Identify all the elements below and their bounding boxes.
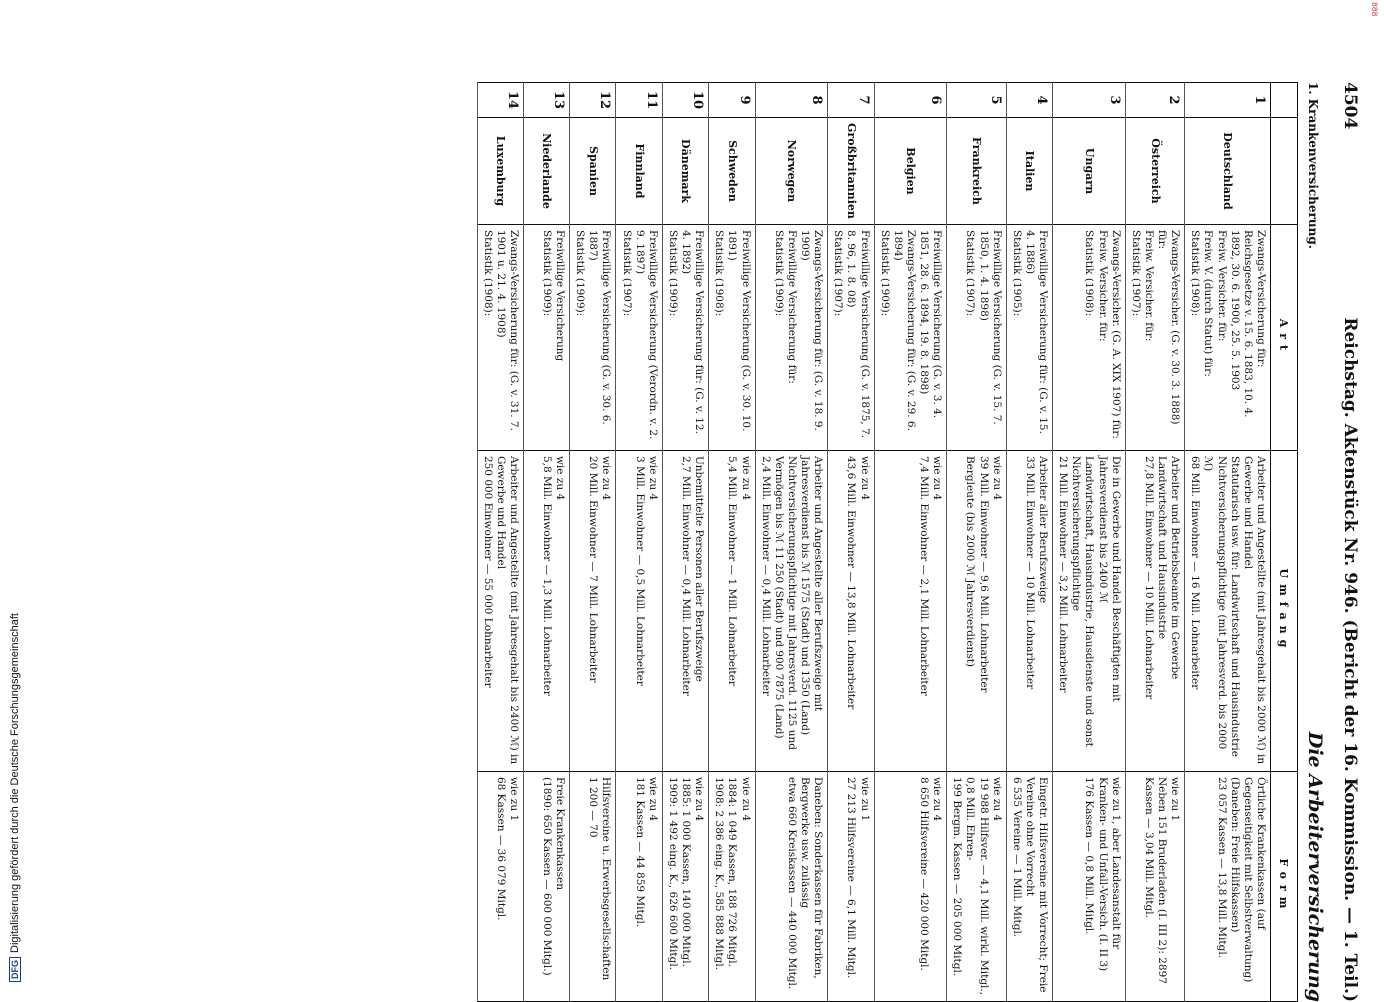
rotated-page: [100, 82, 1360, 1002]
table-row: [874, 83, 947, 1002]
row-art: Freiwillige Versicherung (G. v. 1875, 7. 8. 96, 1. 8. 08) Statistik (1907):: [828, 224, 874, 450]
col-num: [1271, 83, 1298, 118]
row-number: 10: [662, 83, 708, 118]
row-art: Zwangs-Versicher. (G. A. XIX 1907) für: Freiw. Versicher. für: Statistik (1908):: [1053, 224, 1126, 450]
row-art: Zwangs-Versicher. (G. v. 30. 3. 1888) für: Freiw. Versicher. für: Statistik (1907):: [1125, 224, 1185, 450]
table-row: [709, 83, 755, 1002]
row-form: Freie Krankenkassen (1890: 650 Kassen — 600 000 Mitgl.): [524, 771, 570, 1001]
row-number: 5: [947, 83, 1007, 118]
row-form: wie zu 4 8 650 Hilfsvereine — 420 000 Mitgl.: [874, 771, 947, 1001]
table-row: [1185, 83, 1271, 1002]
row-form: wie zu 1 27 213 Hilfsvereine — 6,1 Mill. Mitgl.: [828, 771, 874, 1001]
row-form: Hilfsvereine u. Erwerbsgesellschaften 1 200 — 70: [570, 771, 616, 1001]
row-umfang: Arbeiter und Angestellte (mit Jahresgehalt bis 2400 ℳ) in Gewerbe und Handel 250 000 Einwohner — 55 000 Lohnarbeiter: [477, 450, 523, 771]
table-row: [570, 83, 616, 1002]
row-umfang: wie zu 4 7,4 Mill. Einwohner — 2,1 Mill. Lohnarbeiter: [874, 450, 947, 771]
side-note-text: Digitalisierung gefördert durch die Deutsche Forschungsgemeinschaft: [9, 613, 21, 953]
row-art: Freiwillige Versicherung (G. v. 15. 7. 1850, 1. 4. 1898) Statistik (1907):: [947, 224, 1007, 450]
row-umfang: Unbemittelte Personen aller Berufszweige 2,7 Mill. Einwohner — 0,4 Mill. Lohnarbeiter: [662, 450, 708, 771]
row-number: 12: [570, 83, 616, 118]
row-country: Belgien: [874, 118, 947, 225]
table-row: [828, 83, 874, 1002]
row-umfang: wie zu 4 5,4 Mill. Einwohner — 1 Mill. Lohnarbeiter: [709, 450, 755, 771]
row-art: Freiwillige Versicherung Statistik (1909):: [524, 224, 570, 450]
row-art: Zwangs-Versicherung für: (G. v. 18. 9. 1909) Freiwillige Versicherung für: Statistik (1909):: [755, 224, 828, 450]
row-form: wie zu 4 1885: 1 000 Kassen, 140 000 Mitgl. 1909: 1 492 eing. K., 626 600 Mitgl.: [662, 771, 708, 1001]
row-number: 7: [828, 83, 874, 118]
page-number: 4504: [1340, 82, 1360, 130]
table-header-row: [1271, 83, 1298, 1002]
corner-stamp: 888: [1369, 2, 1378, 17]
row-umfang: Arbeiter aller Berufszweige 33 Mill. Einwohner — 10 Mill. Lohnarbeiter: [1006, 450, 1052, 771]
table-row: [616, 83, 662, 1002]
section-right: Die Arbeiterversicherung: [1304, 731, 1326, 1002]
row-umfang: wie zu 4 5,8 Mill. Einwohner — 1,3 Mill. Lohnarbeiter: [524, 450, 570, 771]
row-form: wie zu 1 68 Kassen — 36 079 Mitgl.: [477, 771, 523, 1001]
row-country: Niederlande: [524, 118, 570, 225]
table-row: [1006, 83, 1052, 1002]
col-land: [1271, 118, 1298, 225]
row-number: 6: [874, 83, 947, 118]
row-country: Dänemark: [662, 118, 708, 225]
col-art: Art: [1271, 224, 1298, 450]
col-form: Form: [1271, 771, 1298, 1001]
row-country: Österreich: [1125, 118, 1185, 225]
row-umfang: wie zu 4 20 Mill. Einwohner — 7 Mill. Lohnarbeiter: [570, 450, 616, 771]
section-left: 1. Krankenversicherung.: [1306, 82, 1320, 249]
row-form: Eingetr. Hilfsvereine mit Vorrecht; Freie Vereine ohne Vorrecht 6 535 Vereine — 1 Mill. Mitgl.: [1006, 771, 1052, 1001]
row-umfang: wie zu 4 3 Mill. Einwohner — 0,5 Mill. Lohnarbeiter: [616, 450, 662, 771]
row-country: Italien: [1006, 118, 1052, 225]
row-form: wie zu 4 19 988 Hilfsver. — 4,1 Mill. wirkl. Mitgl., 0,8 Mill. Ehren- 199 Bergm. Kassen — 205 000 Mitgl.: [947, 771, 1007, 1001]
row-country: Deutschland: [1185, 118, 1271, 225]
row-art: Freiwillige Versicherung (G. v. 3. 4. 1851, 28. 6. 1894, 19. 8. 1898) Zwangs-Versicherung für: (G. v. 29. 6. 1894) Statistik (1909):: [874, 224, 947, 450]
row-number: 11: [616, 83, 662, 118]
row-country: Großbritannien: [828, 118, 874, 225]
row-art: Freiwillige Versicherung (Verordn. v. 2. 9. 1897) Statistik (1907):: [616, 224, 662, 450]
insurance-table: [477, 82, 1298, 1002]
row-umfang: wie zu 4 39 Mill. Einwohner — 9,6 Mill. Lohnarbeiter Bergleute (bis 2000 ℳ Jahresverdienst): [947, 450, 1007, 771]
row-country: Finnland: [616, 118, 662, 225]
row-art: Freiwillige Versicherung (G. v. 30. 6. 1887) Statistik (1909):: [570, 224, 616, 450]
row-country: Luxemburg: [477, 118, 523, 225]
page-header: [1332, 82, 1360, 1002]
row-number: 9: [709, 83, 755, 118]
row-form: Örtliche Krankenkassen (auf Gegenseitigkeit mit Selbstverwaltung) (Daneben: Freie Hilfskassen) 23 057 Kassen — 13,8 Mill. Mitgl.: [1185, 771, 1271, 1001]
table-row: [524, 83, 570, 1002]
row-umfang: Arbeiter und Betriebsbeamte im Gewerbe Landwirtschaft und Hausindustrie 27,8 Mill. Einwohner — 10 Mill. Lohnarbeiter: [1125, 450, 1185, 771]
row-art: Freiwillige Versicherung für: (G. v. 15. 4. 1886) Statistik (1905):: [1006, 224, 1052, 450]
row-number: 8: [755, 83, 828, 118]
row-number: 14: [477, 83, 523, 118]
table-row: [662, 83, 708, 1002]
row-umfang: Die in Gewerbe und Handel Beschäftigten mit Jahresverdienst bis 2400 ℳ Landwirtschaft, Hausindustrie, Hausdienste und sonst Nichtversicherungspflichtige 21 Mill. Einwohner — 3,2 Mill. Lohnarbeiter: [1053, 450, 1126, 771]
row-number: 1: [1185, 83, 1271, 118]
row-art: Zwangs-Versicherung für: (G. v. 31. 7. 1901 u. 21. 4. 1908) Statistik (1908):: [477, 224, 523, 450]
row-country: Ungarn: [1053, 118, 1126, 225]
table-row: [1053, 83, 1126, 1002]
row-form: wie zu 4 1884: 1 049 Kassen, 188 726 Mitgl. 1908: 2 386 eing. K., 585 888 Mitgl.: [709, 771, 755, 1001]
table-row: [477, 83, 523, 1002]
row-number: 3: [1053, 83, 1126, 118]
side-note: [8, 592, 22, 982]
row-number: 4: [1006, 83, 1052, 118]
row-art: Freiwillige Versicherung für: (G. v. 12. 4. 1892) Statistik (1909):: [662, 224, 708, 450]
table-row: [755, 83, 828, 1002]
row-umfang: Arbeiter und Angestellte aller Berufszweige mit Jahresverdienst bis ℳ 1575 (Stadt) und 1350 (Land) Nichtversicherungspflichtige mit Jahresverd. 1125 und Vermögen bis ℳ 11 250 (Stadt) und 900 7875 (Land) 2,4 Mill. Einwohner — 0,4 Mill. Lohnarbeiter: [755, 450, 828, 771]
row-number: 2: [1125, 83, 1185, 118]
col-umfang: Umfang: [1271, 450, 1298, 771]
row-country: Schweden: [709, 118, 755, 225]
page-title: Reichstag. Aktenstück Nr. 946. (Bericht der 16. Kommission. — 1. Teil.): [1340, 317, 1360, 1002]
row-form: wie zu 4 181 Kassen — 44 859 Mitgl.: [616, 771, 662, 1001]
row-form: wie zu 1, aber Landesanstalt für Kranken- und Unfall-Versich. (I. II 3) 176 Kassen — 0,8 Mill. Mitgl.: [1053, 771, 1126, 1001]
row-country: Norwegen: [755, 118, 828, 225]
table-row: [947, 83, 1007, 1002]
row-umfang: wie zu 4 43,6 Mill. Einwohner — 13,8 Mill. Lohnarbeiter: [828, 450, 874, 771]
row-art: Zwangs-Versicherung für: Reichsgesetze v. 15. 6. 1883, 10. 4. 1892, 30. 6. 1900, 25. 5. 1903 Freiw. Versicher. für: Freiw. V. (durch Statut) für: Statistik (1908):: [1185, 224, 1271, 450]
row-umfang: Arbeiter und Angestellte (mit Jahresgehalt bis 2000 ℳ) in Gewerbe und Handel Statutarisch usw. für: Landwirtschaft und Hausindustrie Nichtversicherungspflichtige (mit Jahresverd. bis 2000 ℳ) 68 Mill. Einwohner — 16 Mill. Lohnarbeiter: [1185, 450, 1271, 771]
dfg-logo: DFG: [9, 957, 21, 982]
row-country: Frankreich: [947, 118, 1007, 225]
row-form: wie zu 1 Neben 151 Bruderladen (I. III 2): 2897 Kassen — 3,04 Mill. Mitgl.: [1125, 771, 1185, 1001]
row-form: Daneben: Sonderkassen für Fabriken, Bergwerke usw. zulässig etwa 660 Kreiskassen — 440 000 Mitgl.: [755, 771, 828, 1001]
row-country: Spanien: [570, 118, 616, 225]
table-row: [1125, 83, 1185, 1002]
row-art: Freiwillige Versicherung (G. v. 30. 10. 1891) Statistik (1908):: [709, 224, 755, 450]
row-number: 13: [524, 83, 570, 118]
section-header: [1302, 82, 1326, 1002]
table-body: [477, 83, 1270, 1002]
